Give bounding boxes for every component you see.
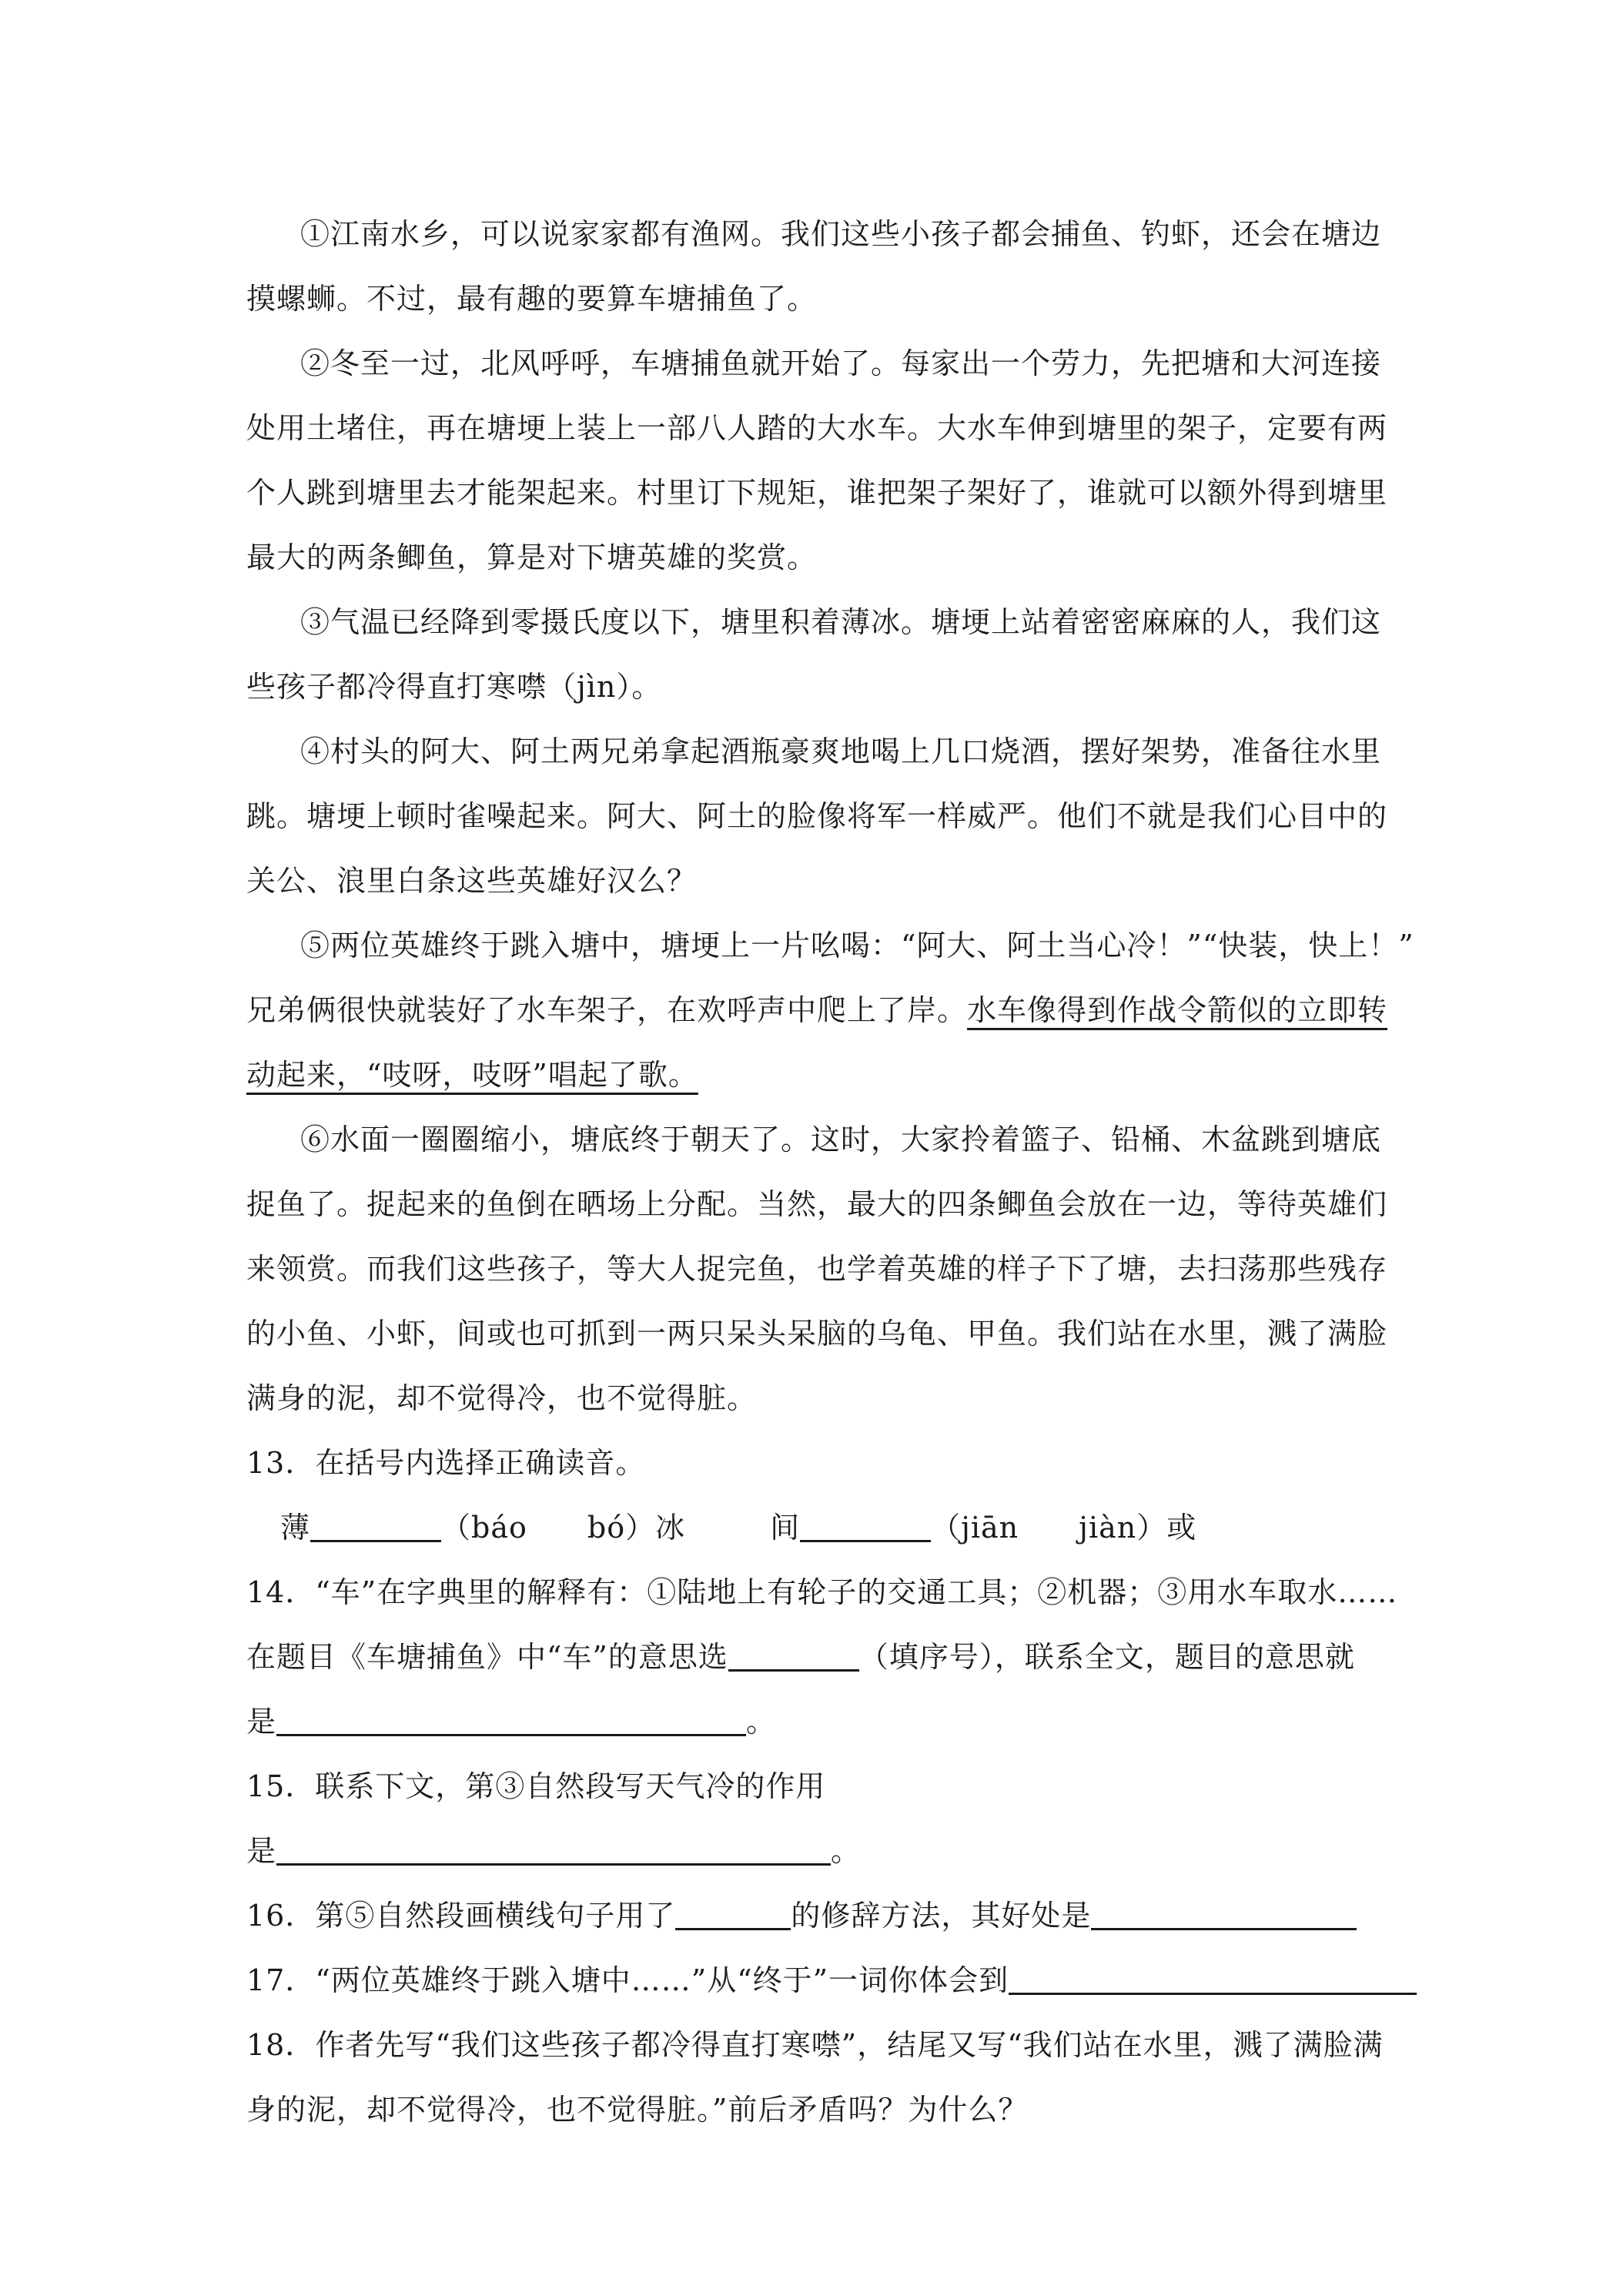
question-stem: 13．在括号内选择正确读音。	[246, 1446, 646, 1480]
question-options	[246, 1495, 1386, 1560]
text-line	[246, 1043, 1386, 1107]
passage-paragraph-4	[246, 719, 1386, 913]
question-13	[246, 1431, 1386, 1560]
text-span: 是	[246, 1834, 277, 1868]
text-line: 来领赏。而我们这些孩子，等大人捉完鱼，也学着英雄的样子下了塘，去扫荡那些残存	[246, 1252, 1388, 1286]
text-line: 满身的泥，却不觉得冷，也不觉得脏。	[246, 1381, 758, 1415]
passage-paragraph-2	[246, 331, 1386, 590]
text-span: 。	[746, 1705, 777, 1739]
passage-paragraph-6	[246, 1107, 1386, 1431]
text-span: 。	[831, 1834, 862, 1868]
text-line: 些孩子都冷得直打寒噤（jìn）。	[246, 670, 662, 704]
question-14	[246, 1560, 1398, 1754]
question-stem: 18．作者先写“我们这些孩子都冷得直打寒噤”，结尾又写“我们站在水里，溅了满脸满	[246, 2028, 1384, 2062]
question-17	[246, 1948, 1386, 2013]
text-line: 的小鱼、小虾，间或也可抓到一两只呆头呆脑的乌龟、甲鱼。我们站在水里，溅了满脸	[246, 1317, 1388, 1350]
text-line: 摸螺蛳。不过，最有趣的要算车塘捕鱼了。	[246, 282, 818, 316]
text-line: ①江南水乡，可以说家家都有渔网。我们这些小孩子都会捕鱼、钓虾，还会在塘边	[300, 217, 1382, 251]
answer-blank[interactable]	[276, 1703, 746, 1736]
text-line: ⑥水面一圈圈缩小，塘底终于朝天了。这时，大家拎着篮子、铅桶、木盆跳到塘底	[300, 1123, 1382, 1156]
passage-paragraph-3	[246, 590, 1386, 719]
question-stem: 14．“车”在字典里的解释有：①陆地上有轮子的交通工具；②机器；③用水车取水……	[246, 1575, 1398, 1609]
text-span: 16．第⑤自然段画横线句子用了	[246, 1899, 676, 1933]
text-span: 17．“两位英雄终于跳入塘中……”从“终于”一词你体会到	[246, 1963, 1009, 1997]
answer-blank[interactable]	[1091, 1897, 1357, 1930]
answer-blank[interactable]	[675, 1897, 791, 1930]
text-span: （填序号），联系全文，题目的意思就	[858, 1640, 1355, 1674]
answer-blank[interactable]	[276, 1832, 831, 1866]
text-span: 兄弟俩很快就装好了水车架子，在欢呼声中爬上了岸。	[246, 993, 968, 1027]
word: 薄	[280, 1511, 311, 1545]
text-line: ⑤两位英雄终于跳入塘中，塘埂上一片吆喝：“阿大、阿土当心冷！”“快装，快上！”	[300, 929, 1414, 962]
text-line: ②冬至一过，北风呼呼，车塘捕鱼就开始了。每家出一个劳力，先把塘和大河连接	[300, 346, 1382, 380]
question-15	[246, 1754, 1386, 1883]
text-span: 是	[246, 1705, 277, 1739]
text-span: 在题目《车塘捕鱼》中“车”的意思选	[246, 1640, 728, 1674]
text-line: 最大的两条鲫鱼，算是对下塘英雄的奖赏。	[246, 541, 818, 574]
question-line	[246, 1819, 1386, 1883]
question-line	[246, 1689, 1386, 1754]
question-stem: 身的泥，却不觉得冷，也不觉得脏。”前后矛盾吗？为什么？	[246, 2093, 1029, 2127]
passage-paragraph-5	[246, 913, 1414, 1107]
word: 间	[770, 1511, 801, 1545]
question-line	[246, 1948, 1386, 2013]
pinyin-options: （báo bó）冰	[441, 1511, 686, 1545]
answer-blank[interactable]	[1009, 1962, 1417, 1995]
underlined-sentence: 水车像得到作战令箭似的立即转	[967, 993, 1388, 1027]
text-line: 捉鱼了。捉起来的鱼倒在晒场上分配。当然，最大的四条鲫鱼会放在一边，等待英雄们	[246, 1187, 1388, 1221]
text-line: 关公、浪里白条这些英雄好汉么？	[246, 864, 698, 898]
text-line: ③气温已经降到零摄氏度以下，塘里积着薄冰。塘埂上站着密密麻麻的人，我们这	[300, 605, 1382, 639]
underlined-sentence: 动起来，“吱呀，吱呀”唱起了歌。	[246, 1058, 698, 1092]
text-line: ④村头的阿大、阿土两兄弟拿起酒瓶豪爽地喝上几口烧酒，摆好架势，准备往水里	[300, 735, 1382, 768]
text-line: 个人跳到塘里去才能架起来。村里订下规矩，谁把架子架好了，谁就可以额外得到塘里	[246, 476, 1388, 510]
text-line	[246, 978, 1386, 1043]
answer-blank[interactable]	[310, 1509, 441, 1542]
question-stem: 15．联系下文，第③自然段写天气冷的作用	[246, 1769, 826, 1803]
text-line: 跳。塘埂上顿时雀噪起来。阿大、阿土的脸像将军一样威严。他们不就是我们心目中的	[246, 799, 1388, 833]
question-16	[246, 1883, 1386, 1948]
question-18	[246, 2013, 1386, 2142]
answer-blank[interactable]	[800, 1509, 931, 1542]
text-span: 的修辞方法，其好处是	[791, 1899, 1092, 1933]
question-line	[246, 1625, 1386, 1689]
answer-blank[interactable]	[728, 1638, 859, 1672]
pinyin-options: （jiān jiàn）或	[931, 1511, 1197, 1545]
text-line: 处用土堵住，再在塘埂上装上一部八人踏的大水车。大水车伸到塘里的架子，定要有两	[246, 411, 1388, 445]
worksheet-page	[246, 202, 1414, 2142]
passage-paragraph-1	[246, 202, 1386, 331]
question-line	[246, 1883, 1386, 1948]
